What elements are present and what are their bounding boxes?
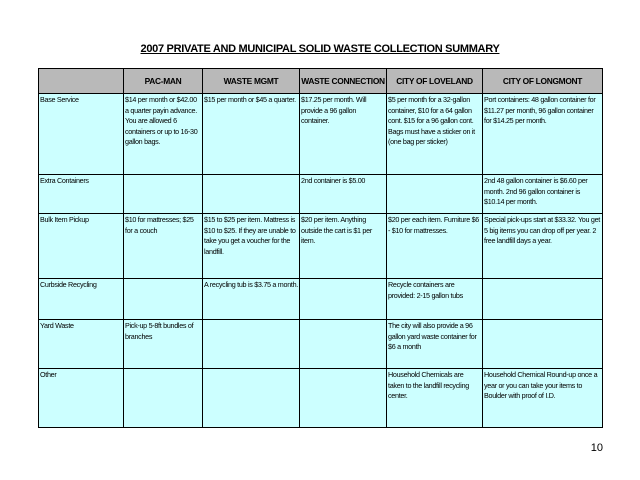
table-cell bbox=[483, 320, 603, 369]
table-cell bbox=[124, 369, 203, 428]
table-row-yard-waste bbox=[39, 320, 603, 369]
table-cell bbox=[124, 279, 203, 320]
table-cell bbox=[203, 369, 300, 428]
table-cell: $5 per month for a 32-gallon container, $10 for a 64 gallon cont. $15 for a 96 gallon cont. Bags must have a sticker on it (one bag per sticker) bbox=[387, 94, 483, 175]
column-header-empty bbox=[39, 69, 124, 94]
table-cell bbox=[300, 279, 387, 320]
table-cell: Recycle containers are provided: 2-15 gallon tubs bbox=[387, 279, 483, 320]
table-cell: $10 for mattresses; $25 for a couch bbox=[124, 214, 203, 279]
column-header-waste-mgmt: WASTE MGMT bbox=[203, 69, 300, 94]
table-cell: 2nd 48 gallon container is $6.60 per month. 2nd 96 gallon container is $10.14 per month. bbox=[483, 175, 603, 214]
table-cell bbox=[387, 175, 483, 214]
table-cell bbox=[483, 279, 603, 320]
table-cell: A recycling tub is $3.75 a month. bbox=[203, 279, 300, 320]
table-cell: $15 per month or $45 a quarter. bbox=[203, 94, 300, 175]
column-header-pac-man: PAC-MAN bbox=[124, 69, 203, 94]
table-row-other bbox=[39, 369, 603, 428]
table-row-base-service bbox=[39, 94, 603, 175]
table-cell: $15 to $25 per item. Mattress is $10 to $25. If they are unable to take you get a voucher for the landfill. bbox=[203, 214, 300, 279]
table-cell: $14 per month or $42.00 a quarter payin advance. You are allowed 6 containers or up to 16-30 gallon bags. bbox=[124, 94, 203, 175]
table-cell bbox=[300, 320, 387, 369]
table-cell: Port containers: 48 gallon container for $11.27 per month, 96 gallon container for $14.25 per month. bbox=[483, 94, 603, 175]
row-label: Curbside Recycling bbox=[39, 279, 124, 320]
table-cell: Household Chemicals are taken to the landfill recycling center. bbox=[387, 369, 483, 428]
column-header-waste-connection: WASTE CONNECTION bbox=[300, 69, 387, 94]
table-cell bbox=[203, 320, 300, 369]
header-row bbox=[39, 69, 603, 94]
table-cell: The city will also provide a 96 gallon yard waste container for $6 a month bbox=[387, 320, 483, 369]
row-label: Other bbox=[39, 369, 124, 428]
table-cell bbox=[300, 369, 387, 428]
table-cell: Pick-up 5-8ft bundles of branches bbox=[124, 320, 203, 369]
table-cell: $17.25 per month. Will provide a 96 gallon container. bbox=[300, 94, 387, 175]
table-cell: Household Chemical Round-up once a year or you can take your items to Boulder with proof of I.D. bbox=[483, 369, 603, 428]
table-cell: $20 per item. Anything outside the cart is $1 per item. bbox=[300, 214, 387, 279]
summary-table bbox=[38, 68, 603, 428]
column-header-city-of-loveland: CITY OF LOVELAND bbox=[387, 69, 483, 94]
table-cell bbox=[124, 175, 203, 214]
table-cell: 2nd container is $5.00 bbox=[300, 175, 387, 214]
row-label: Base Service bbox=[39, 94, 124, 175]
table-cell: $20 per each item. Furniture $6 - $10 for mattresses. bbox=[387, 214, 483, 279]
table-cell: Special pick-ups start at $33.32. You get 5 big items you can drop off per year. 2 free landfill days a year. bbox=[483, 214, 603, 279]
row-label: Bulk Item Pickup bbox=[39, 214, 124, 279]
table-row-extra-containers bbox=[39, 175, 603, 214]
table-cell bbox=[203, 175, 300, 214]
column-header-city-of-longmont: CITY OF LONGMONT bbox=[483, 69, 603, 94]
table-row-bulk-item-pickup bbox=[39, 214, 603, 279]
table-row-curbside-recycling bbox=[39, 279, 603, 320]
row-label: Yard Waste bbox=[39, 320, 124, 369]
row-label: Extra Containers bbox=[39, 175, 124, 214]
page-number: 10 bbox=[590, 442, 603, 454]
page-title: 2007 PRIVATE AND MUNICIPAL SOLID WASTE COLLECTION SUMMARY bbox=[140, 43, 500, 55]
